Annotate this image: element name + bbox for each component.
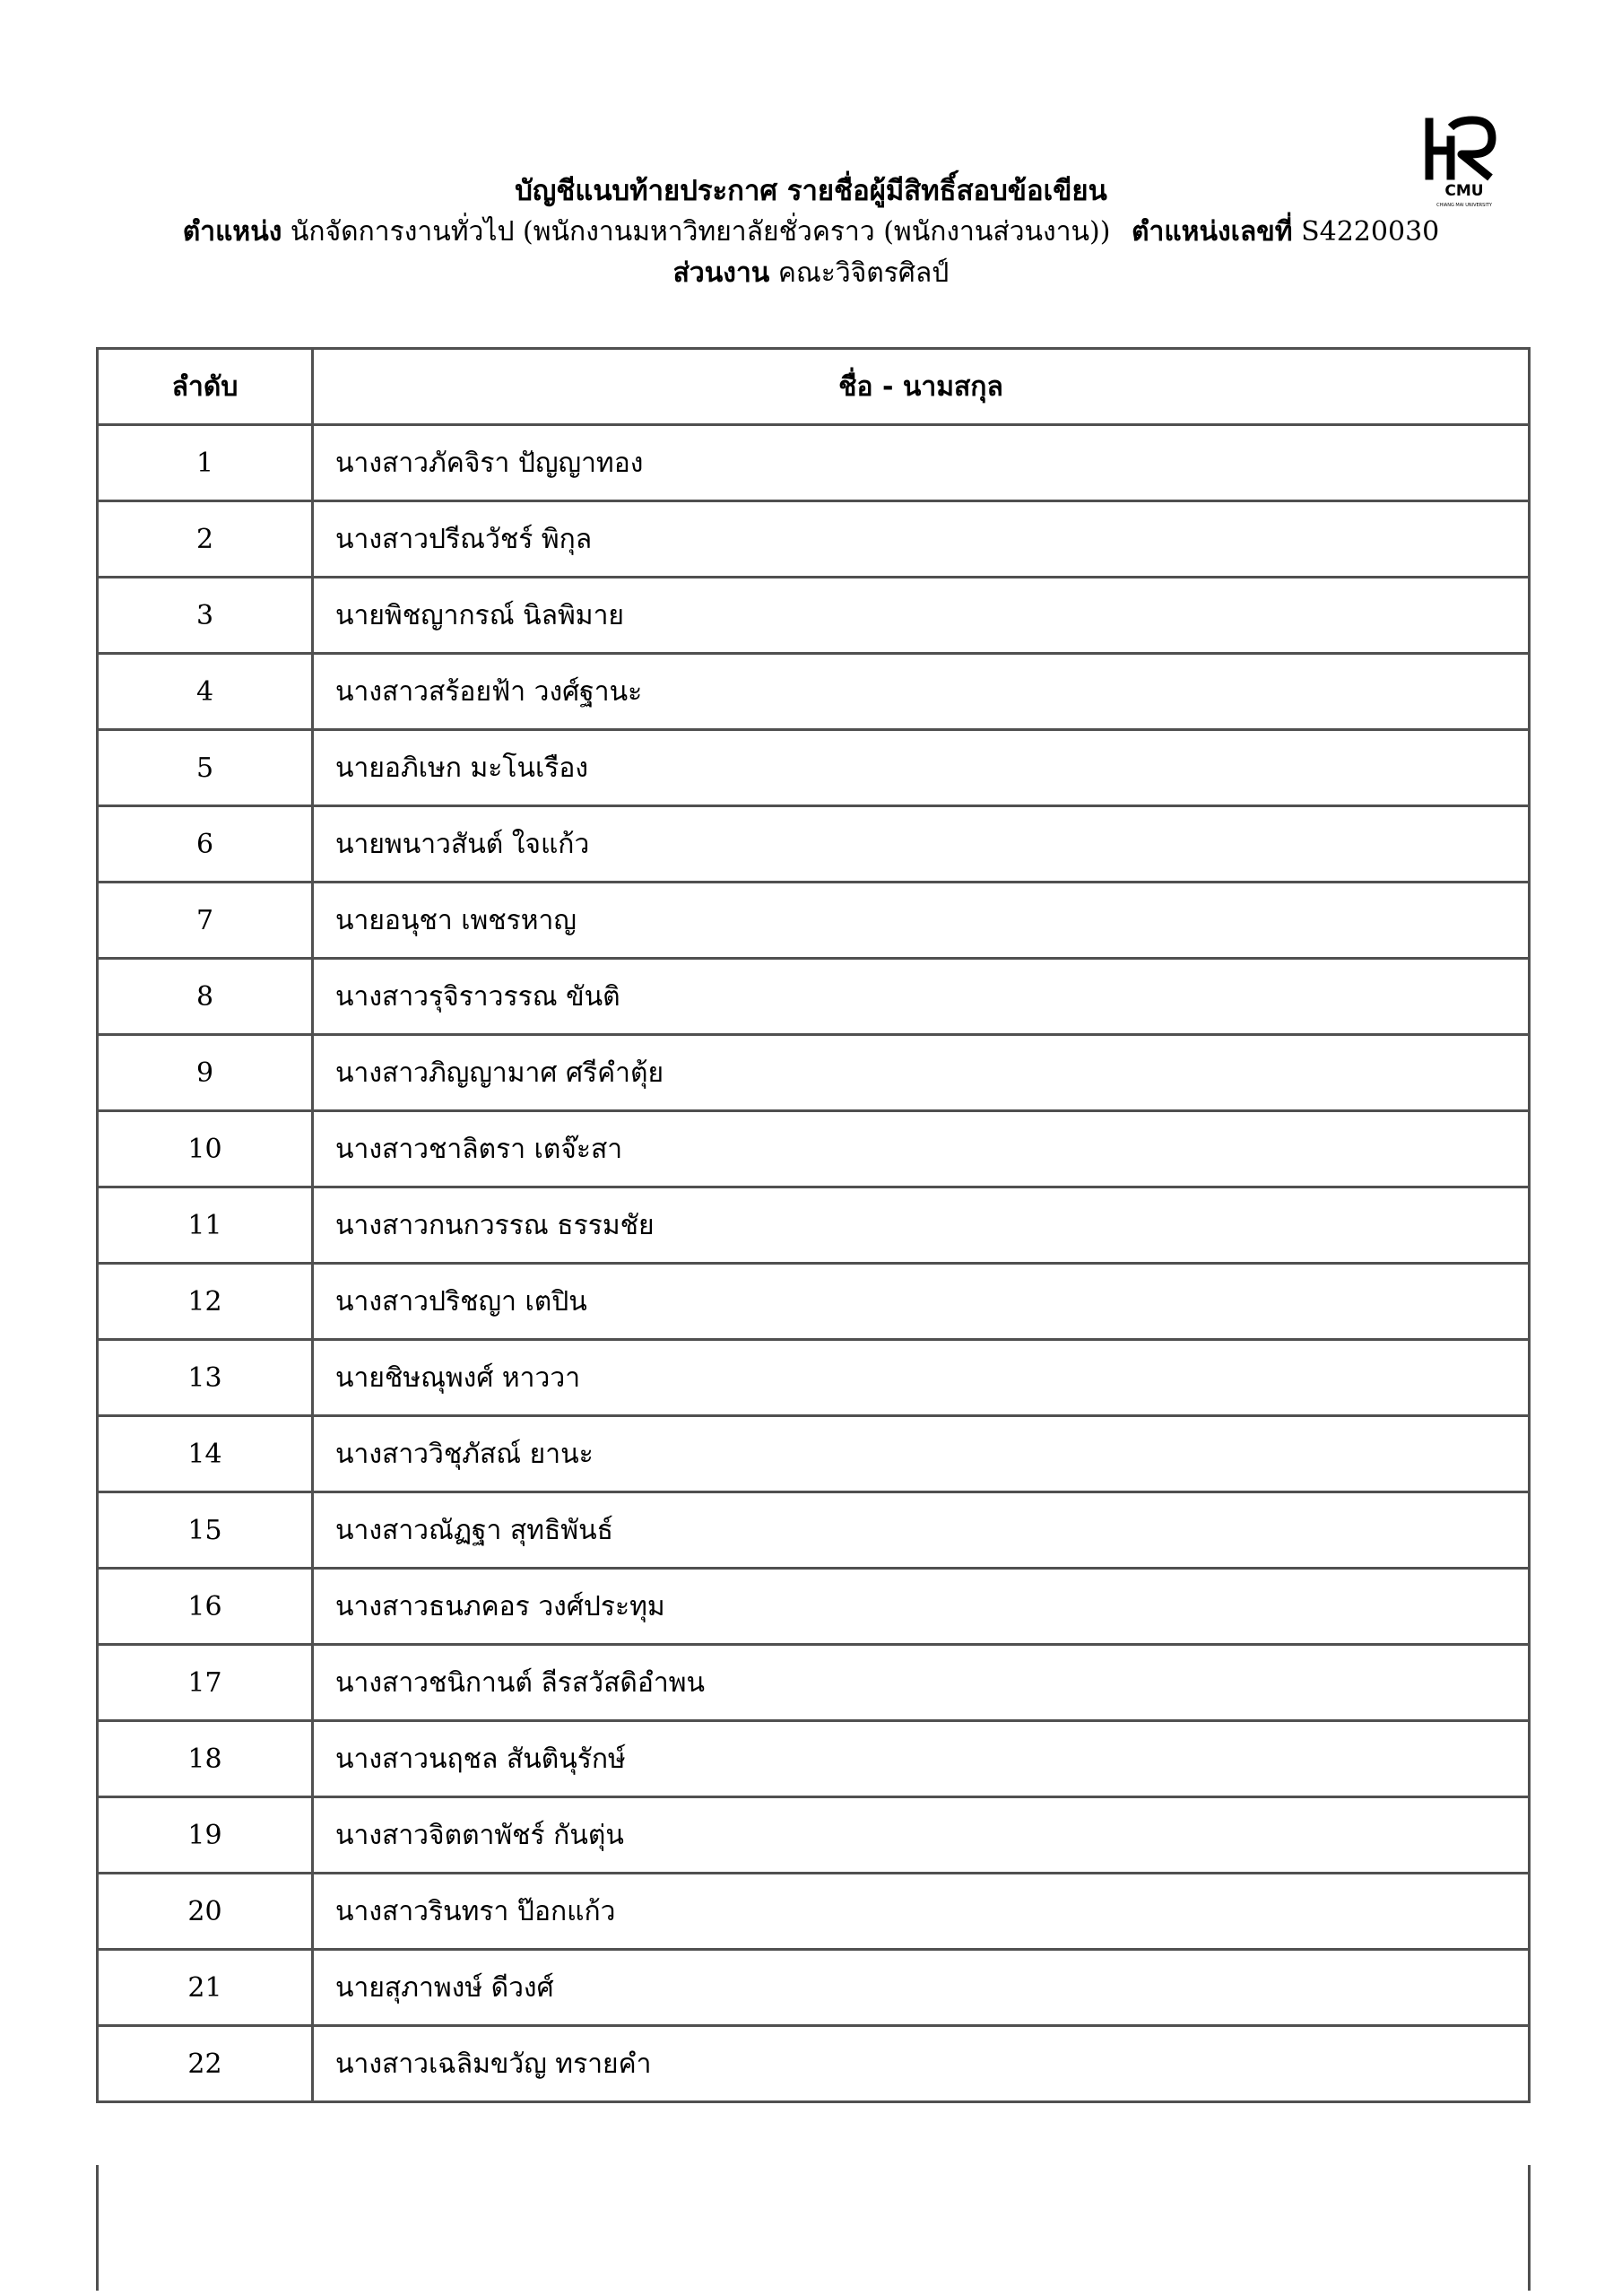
row-full-name: นายพนาวสันต์ ใจแก้ว — [313, 806, 1530, 883]
table-body — [98, 425, 1530, 2102]
row-number: 18 — [98, 1721, 313, 1797]
table-row — [98, 1187, 1530, 1264]
row-number: 13 — [98, 1340, 313, 1416]
row-full-name: นางสาวสร้อยฟ้า วงศ์ฐานะ — [313, 654, 1530, 730]
table-row — [98, 1797, 1530, 1874]
row-number: 19 — [98, 1797, 313, 1874]
row-number: 1 — [98, 425, 313, 501]
row-full-name: นายชิษณุพงศ์ หาววา — [313, 1340, 1530, 1416]
row-full-name: นางสาวกนกวรรณ ธรรมชัย — [313, 1187, 1530, 1264]
row-full-name: นางสาวปรีณวัชร์ พิกุล — [313, 501, 1530, 578]
table-row — [98, 1721, 1530, 1797]
row-number: 15 — [98, 1492, 313, 1569]
table-row — [98, 1950, 1530, 2026]
row-full-name: นางสาวชนิกานต์ ลีรสวัสดิอำพน — [313, 1645, 1530, 1721]
document-header — [0, 170, 1622, 294]
table-row — [98, 1874, 1530, 1950]
row-full-name: นายอภิเษก มะโนเรือง — [313, 730, 1530, 806]
row-number: 2 — [98, 501, 313, 578]
row-number: 17 — [98, 1645, 313, 1721]
row-number: 22 — [98, 2026, 313, 2102]
table-row — [98, 730, 1530, 806]
row-full-name: นางสาวธนภคอร วงศ์ประทุม — [313, 1569, 1530, 1645]
unit-value: คณะวิจิตรศิลป์ — [777, 257, 950, 289]
row-number: 5 — [98, 730, 313, 806]
row-full-name: นายพิชญากรณ์ นิลพิมาย — [313, 578, 1530, 654]
column-header-name: ชื่อ - นามสกุล — [313, 349, 1530, 425]
row-full-name: นางสาวจิตตาพัชร์ กันตุ่น — [313, 1797, 1530, 1874]
row-number: 6 — [98, 806, 313, 883]
table-row — [98, 1492, 1530, 1569]
row-full-name: นายอนุชา เพชรหาญ — [313, 883, 1530, 959]
position-line — [0, 212, 1622, 253]
row-full-name: นางสาวรินทรา ป๊อกแก้ว — [313, 1874, 1530, 1950]
row-number: 11 — [98, 1187, 313, 1264]
row-full-name: นางสาวปริชญา เตปิน — [313, 1264, 1530, 1340]
table-row — [98, 1645, 1530, 1721]
row-number: 9 — [98, 1035, 313, 1111]
table-row — [98, 959, 1530, 1035]
table-row — [98, 1340, 1530, 1416]
row-number: 10 — [98, 1111, 313, 1187]
position-no-label: ตำแหน่งเลขที่ — [1132, 216, 1293, 248]
candidate-table-wrap — [96, 347, 1531, 2103]
table-row — [98, 1416, 1530, 1492]
candidate-table — [96, 347, 1531, 2103]
table-header-row — [98, 349, 1530, 425]
table-row — [98, 1035, 1530, 1111]
table-row — [98, 1111, 1530, 1187]
table-row — [98, 883, 1530, 959]
document-title: บัญชีแนบท้ายประกาศ รายชื่อผู้มีสิทธิ์สอบข้อเขียน — [515, 175, 1107, 207]
unit-line — [0, 253, 1622, 294]
table-row — [98, 654, 1530, 730]
row-full-name: นางสาวณัฏฐา สุทธิพันธ์ — [313, 1492, 1530, 1569]
row-number: 16 — [98, 1569, 313, 1645]
row-full-name: นางสาววิชุภัสณ์ ยานะ — [313, 1416, 1530, 1492]
row-full-name: นางสาวภัคจิรา ปัญญาทอง — [313, 425, 1530, 501]
table-row — [98, 2026, 1530, 2102]
row-full-name: นางสาวเฉลิมขวัญ ทรายคำ — [313, 2026, 1530, 2102]
row-full-name: นางสาวชาลิตรา เตจ๊ะสา — [313, 1111, 1530, 1187]
row-number: 20 — [98, 1874, 313, 1950]
row-full-name: นายสุภาพงษ์ ดีวงศ์ — [313, 1950, 1530, 2026]
row-full-name: นางสาวรุจิราวรรณ ขันติ — [313, 959, 1530, 1035]
table-row — [98, 501, 1530, 578]
row-number: 4 — [98, 654, 313, 730]
unit-label: ส่วนงาน — [672, 257, 770, 289]
row-number: 12 — [98, 1264, 313, 1340]
logo-text: CMU — [1444, 182, 1484, 200]
row-number: 3 — [98, 578, 313, 654]
table-row — [98, 578, 1530, 654]
table-row — [98, 1264, 1530, 1340]
row-number: 8 — [98, 959, 313, 1035]
position-no-value: S4220030 — [1301, 216, 1440, 248]
table-row — [98, 425, 1530, 501]
row-number: 14 — [98, 1416, 313, 1492]
row-number: 21 — [98, 1950, 313, 2026]
logo-subtext: CHIANG MAI UNIVERSITY — [1436, 203, 1492, 208]
table-continuation — [96, 2165, 1531, 2291]
column-header-no: ลำดับ — [98, 349, 313, 425]
table-row — [98, 1569, 1530, 1645]
row-full-name: นางสาวนฤชล สันตินุรักษ์ — [313, 1721, 1530, 1797]
table-row — [98, 806, 1530, 883]
row-full-name: นางสาวภิญญามาศ ศรีคำตุ้ย — [313, 1035, 1530, 1111]
position-label: ตำแหน่ง — [182, 216, 282, 248]
row-number: 7 — [98, 883, 313, 959]
position-value: นักจัดการงานทั่วไป (พนักงานมหาวิทยาลัยชั่วคราว (พนักงานส่วนงาน)) — [290, 216, 1111, 248]
